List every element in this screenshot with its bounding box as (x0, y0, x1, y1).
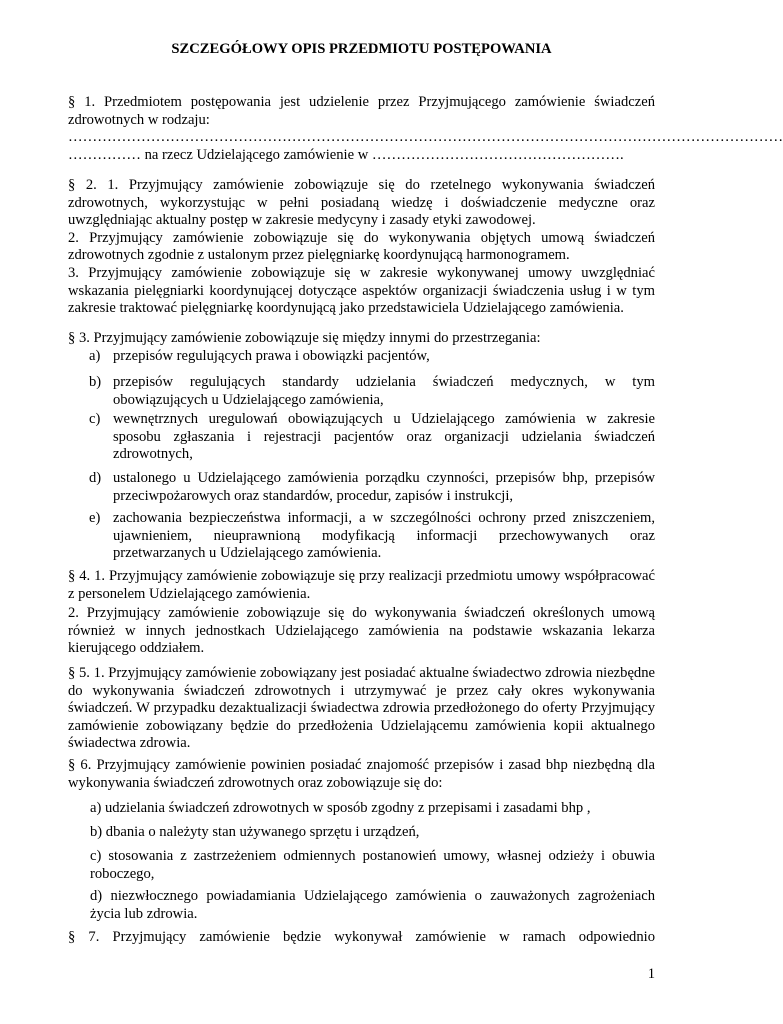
section-4-paragraph-1 (68, 568, 655, 603)
section-2-paragraph-3: 3. Przyjmujący zamówienie zobowiązuje się w zakresie wykonywanej umowy uwzględniać wskazania pielęgniarki koordynującej dotyczące aspektów organizacji świadczenia usług i w tym zakresie traktować pielęgniarkę koordynującą jako przedstawiciela Udzielającego zamówienia. (68, 264, 655, 317)
list-item-text: zachowania bezpieczeństwa informacji, a w szczególności ochrony przed zniszczeniem, ujawnieniem, nieuprawnioną modyfikacją informacji przechowywanych oraz przetwarzanych u Udzielającego zamówienia. (113, 510, 655, 562)
list-item-text: przepisów regulujących prawa i obowiązki pacjentów, (113, 348, 430, 364)
section-1-dots: ………………………………………………………………………………………………………………………………… (68, 129, 783, 146)
list-item (90, 800, 655, 818)
list-item (89, 411, 655, 464)
list-marker: d) (89, 470, 102, 486)
list-item (89, 470, 655, 505)
list-item-text: wewnętrznych uregulowań obowiązujących u Udzielającego zamówienia w zakresie sposobu zgłaszania i rejestracji pacjentów oraz organizacji udzielania świadczeń zdrowotnych, (113, 411, 655, 463)
section-6-intro (68, 757, 655, 792)
list-item-text: c) stosowania z zastrzeżeniem odmiennych postanowień umowy, własnej odzieży i obuwia roboczego, (90, 848, 655, 882)
list-marker: c) (89, 411, 101, 427)
section-5 (68, 665, 655, 753)
list-marker: a) (89, 348, 101, 364)
list-marker: b) (89, 374, 102, 390)
section-2 (68, 177, 655, 318)
section-1-text: § 1. Przedmiotem postępowania jest udzielenie przez Przyjmującego zamówienie świadczeń zdrowotnych w rodzaju: (68, 94, 655, 128)
section-3-intro (68, 330, 655, 348)
section-2-paragraph-2: 2. Przyjmujący zamówienie zobowiązuje się do wykonywania objętych umową świadczeń zdrowotnych zgodnie z ustalonym przez pielęgniarkę koordynującą harmonogramem. (68, 229, 655, 264)
list-item-text: d) niezwłocznego powiadamiania Udzielającego zamówienia o zauważonych zagrożeniach życia lub zdrowia. (90, 888, 655, 922)
list-marker: e) (89, 510, 101, 526)
section-4-paragraph-2 (68, 605, 655, 658)
list-item (90, 848, 655, 883)
section-4-paragraph-1-text: § 4. 1. Przyjmujący zamówienie zobowiązuje się przy realizacji przedmiotu umowy współpracować z personelem Udzielającego zamówienia. (68, 568, 655, 602)
list-item (89, 348, 655, 366)
list-item (89, 374, 655, 409)
list-item (89, 510, 655, 563)
list-item (90, 824, 655, 842)
list-item-text: przepisów regulujących standardy udzielania świadczeń medycznych, w tym obowiązujących u Udzielającego zamówienia, (113, 374, 655, 408)
list-item-text: a) udzielania świadczeń zdrowotnych w sposób zgodny z przepisami i zasadami bhp , (90, 800, 591, 816)
list-item-text: b) dbania o należyty stan używanego sprzętu i urządzeń, (90, 824, 420, 840)
section-2-paragraph-1: § 2. 1. Przyjmujący zamówienie zobowiązuje się do rzetelnego wykonywania świadczeń zdrowotnych, wykorzystując w pełni posiadaną wiedzę i doświadczenie medyczne oraz uwzględniając aktualny postęp w zakresie medycyny i zasady etyki zawodowej. (68, 177, 655, 229)
list-item-text: ustalonego u Udzielającego zamówienia porządku czynności, przepisów bhp, przepisów przeciwpożarowych oraz standardów, procedur, zapisów i instrukcji, (113, 470, 655, 504)
section-6-intro-text: § 6. Przyjmujący zamówienie powinien posiadać znajomość przepisów i zasad bhp niezbędną dla wykonywania świadczeń zdrowotnych oraz zobowiązuje się do: (68, 757, 655, 791)
list-item (90, 888, 655, 923)
section-5-paragraph-1: § 5. 1. Przyjmujący zamówienie zobowiązany jest posiadać aktualne świadectwo zdrowia niezbędne do wykonywania świadczeń zdrowotnych i utrzymywać je przez cały okres wykonywania świadczeń. W przypadku dezaktualizacji świadectwa zdrowia przedłożonego do oferty Przyjmujący zamówienie zobowiązany będzie do przedłożenia Udzielającemu zamówienia kopii aktualnego świadectwa zdrowia. (68, 665, 655, 752)
section-1 (68, 94, 783, 164)
section-4-paragraph-2-text: 2. Przyjmujący zamówienie zobowiązuje się do wykonywania świadczeń określonych umową również w innych jednostkach Udzielającego zamówienia na podstawie wskazania lekarza kierującego oddziałem. (68, 605, 655, 657)
page-number: 1 (647, 966, 655, 982)
section-3-intro-text: § 3. Przyjmujący zamówienie zobowiązuje się między innymi do przestrzegania: (68, 330, 541, 346)
section-1-line2: …………… na rzecz Udzielającego zamówienie w ……………………………………………. (68, 146, 624, 163)
document-title: SZCZEGÓŁOWY OPIS PRZEDMIOTU POSTĘPOWANIA (171, 41, 552, 57)
section-7-paragraph-1: § 7. Przyjmujący zamówienie będzie wykonywał zamówienie w ramach odpowiednio (68, 929, 655, 945)
section-7 (68, 929, 655, 947)
